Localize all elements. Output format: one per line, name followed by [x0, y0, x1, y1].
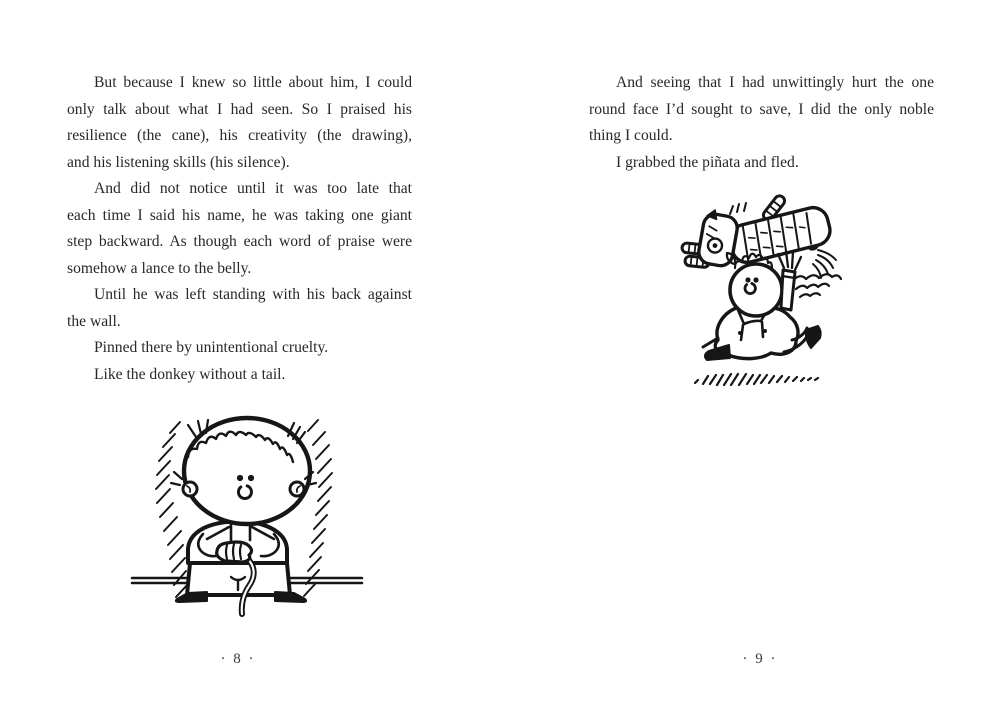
text-line: thing I could. [589, 127, 673, 144]
kid-eye-left [745, 277, 750, 282]
shoe-right [275, 592, 306, 602]
right-page-number: · 9 · [742, 651, 778, 667]
left-page-number: · 8 · [220, 651, 256, 667]
wall-hatching-left [156, 422, 188, 597]
text-line: resilience (the cane), his creativity (the drawing), [67, 127, 412, 144]
text-line: step backward. As though each word of praise were [67, 233, 412, 250]
text-line: and his listening skills (his silence). [67, 153, 290, 171]
text-line: Pinned there by unintentional cruelty. [94, 339, 329, 356]
wall-hatching-right [304, 420, 332, 596]
text-line: round face I’d sought to save, I did the only noble [589, 100, 934, 118]
text-line: somehow a lance to the belly. [67, 259, 252, 277]
eye-left [237, 475, 243, 481]
text-line: the wall. [67, 312, 121, 330]
illustration-kid-running-with-pinata [650, 190, 890, 395]
text-line: But because I knew so little about him, I could [94, 74, 412, 91]
speed-lines [695, 374, 818, 385]
text-line: Until he was left standing with his back against [94, 286, 412, 303]
pinata-mane [730, 203, 746, 214]
illustration-boy-with-cane [130, 405, 364, 620]
text-line: I grabbed the piñata and fled. [616, 153, 799, 171]
text-line: And seeing that I had unwittingly hurt the one [616, 74, 934, 91]
left-page-text [67, 70, 412, 388]
text-line: Like the donkey without a tail. [94, 365, 286, 383]
shoe-back [806, 326, 821, 348]
text-line: only talk about what I had seen. So I praised his [67, 100, 412, 118]
text-line: And did not notice until it was too late that [94, 180, 412, 197]
text-line: each time I said his name, he was taking one giant [67, 206, 412, 224]
pigtail [793, 274, 841, 297]
kid-eye-right [753, 277, 758, 282]
eye-right [248, 475, 254, 481]
running-kid [703, 251, 841, 360]
right-page-text [589, 70, 934, 176]
